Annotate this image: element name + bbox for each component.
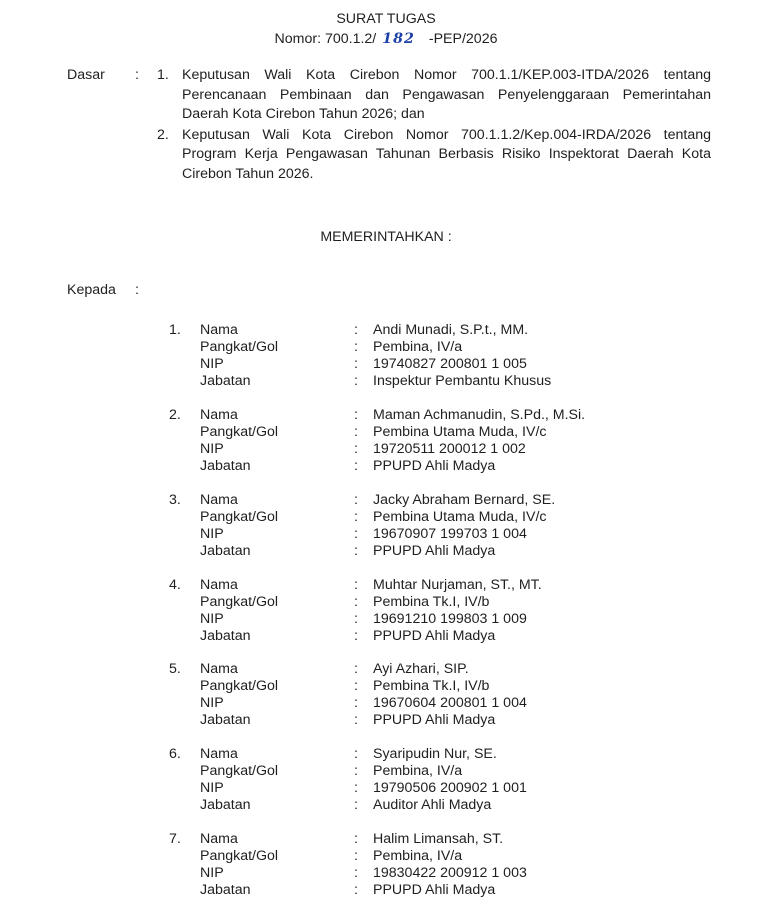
field-label-jabatan: Jabatan	[200, 797, 251, 813]
field-colon: :	[354, 594, 358, 610]
field-colon: :	[354, 458, 358, 474]
field-row-nip	[0, 865, 772, 882]
personnel-number: 6.	[169, 746, 181, 762]
personnel-entry	[0, 492, 772, 564]
field-row-jabatan	[0, 543, 772, 560]
field-colon: :	[354, 780, 358, 796]
field-value-jabatan: PPUPD Ahli Madya	[373, 543, 496, 559]
field-row-pangkat	[0, 594, 772, 611]
field-row-jabatan	[0, 458, 772, 475]
field-row-jabatan	[0, 628, 772, 645]
field-colon: :	[354, 695, 358, 711]
personnel-number: 7.	[169, 831, 181, 847]
personnel-entry	[0, 322, 772, 394]
field-label-jabatan: Jabatan	[200, 543, 251, 559]
field-value-pangkat: Pembina Utama Muda, IV/c	[373, 424, 547, 440]
field-label-pangkat: Pangkat/Gol	[200, 509, 279, 525]
dasar-label: Dasar	[67, 67, 105, 83]
field-colon: :	[354, 356, 358, 372]
field-value-nama: Halim Limansah, ST.	[373, 831, 504, 847]
field-colon: :	[354, 848, 358, 864]
field-row-nip	[0, 780, 772, 797]
field-row-nama	[0, 492, 772, 509]
dasar-list	[157, 66, 711, 185]
field-row-pangkat	[0, 339, 772, 356]
field-colon: :	[354, 509, 358, 525]
field-row-nip	[0, 611, 772, 628]
field-colon: :	[354, 424, 358, 440]
memerintahkan-heading: MEMERINTAHKAN :	[320, 229, 452, 245]
field-row-nama	[0, 407, 772, 424]
field-row-jabatan	[0, 712, 772, 729]
nomor-suffix: -PEP/2026	[428, 31, 498, 47]
field-label-nip: NIP	[200, 865, 224, 881]
field-value-jabatan: PPUPD Ahli Madya	[373, 882, 496, 898]
field-value-nama: Jacky Abraham Bernard, SE.	[373, 492, 556, 508]
field-row-nip	[0, 695, 772, 712]
field-row-jabatan	[0, 797, 772, 814]
field-row-nama	[0, 746, 772, 763]
field-colon: :	[354, 543, 358, 559]
dasar-item-number: 2.	[157, 126, 169, 143]
field-label-jabatan: Jabatan	[200, 882, 251, 898]
field-colon: :	[354, 763, 358, 779]
field-value-pangkat: Pembina Tk.I, IV/b	[373, 678, 490, 694]
field-value-nip: 19830422 200912 1 003	[373, 865, 527, 881]
field-value-nama: Maman Achmanudin, S.Pd., M.Si.	[373, 407, 586, 423]
personnel-entry	[0, 831, 772, 903]
kepada-colon: :	[135, 282, 139, 298]
field-value-pangkat: Pembina, IV/a	[373, 848, 463, 864]
field-colon: :	[354, 373, 358, 389]
field-value-nama: Syaripudin Nur, SE.	[373, 746, 497, 762]
dasar-item-text: Keputusan Wali Kota Cirebon Nomor 700.1.1.2/Kep.004-IRDA/2026 tentang Program Kerja Pengawasan Tahunan Berbasis Risiko Inspektorat Daerah Kota Cirebon Tahun 2026.	[182, 126, 711, 182]
handwritten-number: 182	[382, 31, 415, 47]
field-value-nama: Muhtar Nurjaman, ST., MT.	[373, 577, 542, 593]
field-colon: :	[354, 746, 358, 762]
field-value-pangkat: Pembina Tk.I, IV/b	[373, 594, 490, 610]
field-label-nip: NIP	[200, 695, 224, 711]
field-value-pangkat: Pembina Utama Muda, IV/c	[373, 509, 547, 525]
document-number	[0, 30, 772, 48]
field-label-nama: Nama	[200, 407, 238, 423]
field-label-jabatan: Jabatan	[200, 458, 251, 474]
field-value-jabatan: PPUPD Ahli Madya	[373, 628, 496, 644]
field-value-nip: 19720511 200012 1 002	[373, 441, 526, 457]
field-label-pangkat: Pangkat/Gol	[200, 848, 279, 864]
field-label-pangkat: Pangkat/Gol	[200, 678, 279, 694]
field-label-nip: NIP	[200, 611, 224, 627]
personnel-entry	[0, 661, 772, 733]
field-row-nama	[0, 661, 772, 678]
dasar-item-number: 1.	[157, 67, 169, 83]
dasar-item	[157, 66, 711, 125]
field-label-jabatan: Jabatan	[200, 712, 251, 728]
field-row-pangkat	[0, 848, 772, 865]
field-colon: :	[354, 661, 358, 677]
nomor-prefix: Nomor: 700.1.2/	[274, 31, 377, 47]
field-colon: :	[354, 865, 358, 881]
field-value-nip: 19790506 200902 1 001	[373, 780, 527, 796]
field-colon: :	[354, 611, 358, 627]
field-colon: :	[354, 712, 358, 728]
field-label-pangkat: Pangkat/Gol	[200, 763, 279, 779]
field-label-jabatan: Jabatan	[200, 373, 251, 389]
field-row-nip	[0, 441, 772, 458]
field-colon: :	[354, 882, 358, 898]
field-value-nip: 19670907 199703 1 004	[373, 526, 527, 542]
field-row-nama	[0, 577, 772, 594]
field-row-nip	[0, 356, 772, 373]
field-row-nama	[0, 322, 772, 339]
field-row-pangkat	[0, 678, 772, 695]
field-colon: :	[354, 322, 358, 338]
personnel-number: 2.	[169, 407, 181, 423]
field-label-jabatan: Jabatan	[200, 628, 251, 644]
field-value-nip: 19740827 200801 1 005	[373, 356, 527, 372]
field-colon: :	[354, 797, 358, 813]
dasar-item	[157, 126, 711, 185]
field-row-nama	[0, 831, 772, 848]
document-title: SURAT TUGAS	[336, 11, 436, 27]
field-label-nama: Nama	[200, 746, 238, 762]
field-colon: :	[354, 339, 358, 355]
field-value-jabatan: Auditor Ahli Madya	[373, 797, 492, 813]
field-value-jabatan: PPUPD Ahli Madya	[373, 458, 496, 474]
field-label-pangkat: Pangkat/Gol	[200, 339, 279, 355]
field-value-nip: 19691210 199803 1 009	[373, 611, 527, 627]
field-value-jabatan: PPUPD Ahli Madya	[373, 712, 496, 728]
personnel-entry	[0, 407, 772, 479]
field-label-nama: Nama	[200, 322, 238, 338]
field-label-nip: NIP	[200, 441, 224, 457]
field-row-jabatan	[0, 882, 772, 899]
field-label-nip: NIP	[200, 356, 224, 372]
field-label-nip: NIP	[200, 780, 224, 796]
dasar-item-text: Keputusan Wali Kota Cirebon Nomor 700.1.1/KEP.003-ITDA/2026 tentang Perencanaan Pembinaan dan Pengawasan Penyelenggaraan Pemerintahan Daerah Kota Cirebon Tahun 2026; dan	[182, 67, 711, 122]
field-colon: :	[354, 492, 358, 508]
personnel-number: 5.	[169, 661, 181, 677]
field-value-pangkat: Pembina, IV/a	[373, 339, 463, 355]
personnel-entry	[0, 746, 772, 818]
field-colon: :	[354, 441, 358, 457]
kepada-label: Kepada	[67, 282, 116, 298]
field-value-nama: Ayi Azhari, SIP.	[373, 661, 469, 677]
field-label-nip: NIP	[200, 526, 224, 542]
field-row-pangkat	[0, 424, 772, 441]
field-label-pangkat: Pangkat/Gol	[200, 424, 279, 440]
personnel-number: 3.	[169, 492, 181, 508]
field-label-pangkat: Pangkat/Gol	[200, 594, 279, 610]
field-row-pangkat	[0, 763, 772, 780]
field-colon: :	[354, 407, 358, 423]
field-value-pangkat: Pembina, IV/a	[373, 763, 463, 779]
personnel-number: 4.	[169, 577, 181, 593]
field-colon: :	[354, 526, 358, 542]
field-label-nama: Nama	[200, 577, 238, 593]
field-colon: :	[354, 678, 358, 694]
field-value-nama: Andi Munadi, S.P.t., MM.	[373, 322, 529, 338]
field-value-jabatan: Inspektur Pembantu Khusus	[373, 373, 552, 389]
field-label-nama: Nama	[200, 661, 238, 677]
dasar-colon: :	[135, 67, 139, 83]
field-colon: :	[354, 577, 358, 593]
field-label-nama: Nama	[200, 831, 238, 847]
field-colon: :	[354, 831, 358, 847]
field-label-nama: Nama	[200, 492, 238, 508]
field-value-nip: 19670604 200801 1 004	[373, 695, 527, 711]
personnel-entry	[0, 577, 772, 649]
field-row-pangkat	[0, 509, 772, 526]
field-row-nip	[0, 526, 772, 543]
field-colon: :	[354, 628, 358, 644]
personnel-number: 1.	[169, 322, 181, 338]
field-row-jabatan	[0, 373, 772, 390]
